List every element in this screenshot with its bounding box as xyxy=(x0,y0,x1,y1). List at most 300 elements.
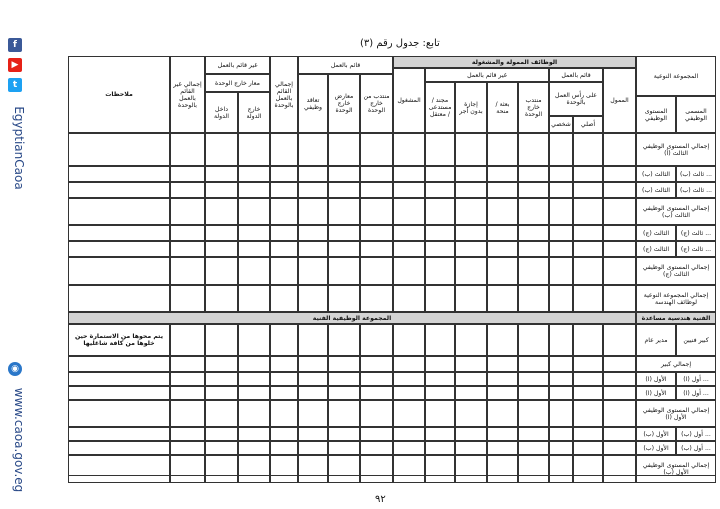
top-row-1-col-8 xyxy=(393,166,425,182)
top-row-7-col-7 xyxy=(360,285,393,312)
bottom-row-4-col-14 xyxy=(573,427,603,441)
section-note: يتم محوها من الاستمارة حين خلوها من كافة شاغليها xyxy=(68,324,170,356)
top-row-6-col-13 xyxy=(549,257,573,285)
facebook-icon: f xyxy=(8,38,22,52)
bottom-row-1-col-6 xyxy=(328,372,360,386)
top-row-2-level: الثالث (ب) xyxy=(636,182,676,198)
header-original: أصلي xyxy=(573,116,603,133)
top-row-7-col-6 xyxy=(328,285,360,312)
top-row-5-col-6 xyxy=(328,241,360,257)
bottom-row-0-label: إجمالي كبير xyxy=(636,356,716,372)
bottom-row-4-col-13 xyxy=(549,427,573,441)
sub-row-col-15 xyxy=(603,324,636,356)
bottom-row-5-col-13 xyxy=(549,441,573,455)
top-row-7-col-15 xyxy=(603,285,636,312)
top-row-6-col-5 xyxy=(298,257,328,285)
header-outside-country: خارج الدولة xyxy=(238,92,270,133)
bottom-row-3-col-7 xyxy=(360,400,393,427)
sub-row-col-13 xyxy=(549,324,573,356)
bottom-row-2-title: ... أول (ا) xyxy=(676,386,716,400)
top-row-1-col-9 xyxy=(425,166,455,182)
header-personal: شخصي xyxy=(549,116,573,133)
bottom-row-3-col-4 xyxy=(270,400,298,427)
bottom-row-5-col-10 xyxy=(455,441,487,455)
top-row-3-col-15 xyxy=(603,198,636,225)
top-row-7-label: إجمالي المجموعة النوعية لوظائف الهندسة xyxy=(636,285,716,312)
header-unpaid-leave: إجازة بدون أجر xyxy=(455,82,487,133)
top-row-2-col-9 xyxy=(425,182,455,198)
bottom-row-1-title: ... أول (ا) xyxy=(676,372,716,386)
website-url: www.caoa.gov.eg xyxy=(12,387,26,493)
bottom-row-5-col-9 xyxy=(425,441,455,455)
bottom-row-6-col-6 xyxy=(328,455,360,483)
top-row-4-col-14 xyxy=(573,225,603,241)
bottom-row-4-col-0 xyxy=(68,427,170,441)
top-row-2-col-0 xyxy=(68,182,170,198)
top-row-1-col-4 xyxy=(270,166,298,182)
sub-row-col-5 xyxy=(298,324,328,356)
bottom-row-1-col-11 xyxy=(487,372,518,386)
sub-row-col-1 xyxy=(170,324,205,356)
top-row-4-col-6 xyxy=(328,225,360,241)
top-row-5-col-14 xyxy=(573,241,603,257)
bottom-row-1-col-2 xyxy=(205,372,238,386)
bottom-row-5-col-5 xyxy=(298,441,328,455)
sub-head-level: مدير عام xyxy=(636,324,676,356)
bottom-row-4-col-10 xyxy=(455,427,487,441)
top-row-6-col-4 xyxy=(270,257,298,285)
bottom-row-5-col-1 xyxy=(170,441,205,455)
header-notes: ملاحظات xyxy=(68,56,170,133)
bottom-row-5-col-8 xyxy=(393,441,425,455)
bottom-row-5-col-15 xyxy=(603,441,636,455)
bottom-row-0-col-13 xyxy=(549,356,573,372)
top-row-6-col-7 xyxy=(360,257,393,285)
top-row-6-col-2 xyxy=(205,257,238,285)
bottom-row-2-col-4 xyxy=(270,386,298,400)
social-handle: EgyptianCaoa xyxy=(12,106,26,190)
bottom-row-5-col-2 xyxy=(205,441,238,455)
bottom-row-0-col-3 xyxy=(238,356,270,372)
top-row-7-col-12 xyxy=(518,285,549,312)
bottom-row-3-col-11 xyxy=(487,400,518,427)
top-row-1-col-2 xyxy=(205,166,238,182)
bottom-row-0-col-4 xyxy=(270,356,298,372)
top-row-0-col-1 xyxy=(170,133,205,166)
bottom-row-2-col-5 xyxy=(298,386,328,400)
top-row-3-col-3 xyxy=(238,198,270,225)
header-inside-country: داخل الدولة xyxy=(205,92,238,133)
top-row-0-col-14 xyxy=(573,133,603,166)
top-row-1-col-11 xyxy=(487,166,518,182)
bottom-row-3-col-9 xyxy=(425,400,455,427)
top-row-2-col-7 xyxy=(360,182,393,198)
bottom-row-2-col-8 xyxy=(393,386,425,400)
bottom-row-4-col-4 xyxy=(270,427,298,441)
bottom-row-6-col-13 xyxy=(549,455,573,483)
top-row-3-col-5 xyxy=(298,198,328,225)
top-row-1-col-3 xyxy=(238,166,270,182)
bottom-row-4-col-9 xyxy=(425,427,455,441)
top-row-6-col-6 xyxy=(328,257,360,285)
bottom-row-4-col-2 xyxy=(205,427,238,441)
top-row-6-col-3 xyxy=(238,257,270,285)
top-row-7-col-8 xyxy=(393,285,425,312)
top-row-5-col-1 xyxy=(170,241,205,257)
header-not-on-duty-top: غير قائم بالعمل xyxy=(425,68,549,82)
sidebar xyxy=(0,0,34,509)
top-row-1-col-15 xyxy=(603,166,636,182)
bottom-row-6-label: إجمالي المستوى الوظيفي الأول (ب) xyxy=(636,455,716,483)
top-row-6-col-14 xyxy=(573,257,603,285)
bottom-row-1-col-7 xyxy=(360,372,393,386)
top-row-2-title: ... ثالث (ب) xyxy=(676,182,716,198)
page-number: ٩٢ xyxy=(375,494,386,505)
sub-row-col-9 xyxy=(425,324,455,356)
top-row-0-col-12 xyxy=(518,133,549,166)
bottom-row-1-col-15 xyxy=(603,372,636,386)
top-row-2-col-11 xyxy=(487,182,518,198)
bottom-row-4-level: الأول (ب) xyxy=(636,427,676,441)
top-row-6-col-11 xyxy=(487,257,518,285)
sub-row-col-10 xyxy=(455,324,487,356)
bottom-row-5-col-6 xyxy=(328,441,360,455)
header-loaned-outside: معارض خارج الوحدة xyxy=(328,74,360,133)
top-row-3-col-10 xyxy=(455,198,487,225)
bottom-row-3-col-6 xyxy=(328,400,360,427)
top-row-0-col-9 xyxy=(425,133,455,166)
bottom-row-3-col-0 xyxy=(68,400,170,427)
top-row-4-level: الثالث (ج) xyxy=(636,225,676,241)
top-row-4-col-11 xyxy=(487,225,518,241)
bottom-row-0-col-14 xyxy=(573,356,603,372)
top-row-6-col-12 xyxy=(518,257,549,285)
section-right-label: الفنية هندسية مساعدة xyxy=(636,312,716,324)
bottom-row-3-col-14 xyxy=(573,400,603,427)
top-row-0-col-6 xyxy=(328,133,360,166)
bottom-row-3-col-13 xyxy=(549,400,573,427)
top-row-1-col-12 xyxy=(518,166,549,182)
bottom-row-3-col-15 xyxy=(603,400,636,427)
bottom-row-4-col-12 xyxy=(518,427,549,441)
header-occupied: المشغول xyxy=(393,68,425,133)
bottom-row-0-col-12 xyxy=(518,356,549,372)
top-row-0-col-4 xyxy=(270,133,298,166)
bottom-row-5-col-11 xyxy=(487,441,518,455)
top-row-7-col-4 xyxy=(270,285,298,312)
top-row-2-col-3 xyxy=(238,182,270,198)
top-row-0-col-0 xyxy=(68,133,170,166)
top-row-0-label: إجمالي المستوى الوظيفي الثالث (أ) xyxy=(636,133,716,166)
bottom-row-4-col-7 xyxy=(360,427,393,441)
top-row-5-col-9 xyxy=(425,241,455,257)
bottom-row-6-col-14 xyxy=(573,455,603,483)
top-row-5-col-2 xyxy=(205,241,238,257)
top-row-5-col-3 xyxy=(238,241,270,257)
bottom-row-2-col-12 xyxy=(518,386,549,400)
header-on-job: على رأس العمل بالوحدة xyxy=(549,82,603,116)
top-row-5-col-8 xyxy=(393,241,425,257)
bottom-row-3-label: إجمالي المستوى الوظيفي الأول (ا) xyxy=(636,400,716,427)
top-row-5-col-15 xyxy=(603,241,636,257)
bottom-row-6-col-4 xyxy=(270,455,298,483)
sub-row-col-14 xyxy=(573,324,603,356)
sub-head-title: كبير فنيين xyxy=(676,324,716,356)
page-title: تابع: جدول رقم (٣) xyxy=(360,38,440,49)
bottom-row-5-col-0 xyxy=(68,441,170,455)
top-row-5-col-5 xyxy=(298,241,328,257)
sub-row-col-4 xyxy=(270,324,298,356)
bottom-row-3-col-8 xyxy=(393,400,425,427)
top-row-7-col-0 xyxy=(68,285,170,312)
bottom-row-5-col-4 xyxy=(270,441,298,455)
bottom-row-2-col-15 xyxy=(603,386,636,400)
bottom-row-6-col-3 xyxy=(238,455,270,483)
bottom-row-2-col-9 xyxy=(425,386,455,400)
section-band: المجموعة الوظيفية الفنية xyxy=(68,312,636,324)
top-row-1-col-6 xyxy=(328,166,360,182)
header-loaned-outside-unit: معار خارج الوحدة xyxy=(205,74,270,92)
header-right-group: المجموعة النوعية xyxy=(636,56,716,96)
top-row-4-col-4 xyxy=(270,225,298,241)
bottom-row-3-col-1 xyxy=(170,400,205,427)
bottom-row-4-col-6 xyxy=(328,427,360,441)
bottom-row-6-col-0 xyxy=(68,455,170,483)
bottom-row-5-col-7 xyxy=(360,441,393,455)
header-job-level: المستوى الوظيفي xyxy=(636,96,676,133)
bottom-row-4-col-5 xyxy=(298,427,328,441)
bottom-row-1-col-13 xyxy=(549,372,573,386)
bottom-row-6-col-11 xyxy=(487,455,518,483)
top-row-4-col-10 xyxy=(455,225,487,241)
top-row-1-col-14 xyxy=(573,166,603,182)
top-row-4-col-7 xyxy=(360,225,393,241)
top-row-1-col-5 xyxy=(298,166,328,182)
bottom-row-2-col-2 xyxy=(205,386,238,400)
top-row-3-col-2 xyxy=(205,198,238,225)
bottom-row-6-col-8 xyxy=(393,455,425,483)
bottom-row-1-col-10 xyxy=(455,372,487,386)
top-row-5-col-0 xyxy=(68,241,170,257)
header-recruited: مجند / مستدعى / معتقل xyxy=(425,82,455,133)
top-row-2-col-8 xyxy=(393,182,425,198)
top-row-7-col-14 xyxy=(573,285,603,312)
bottom-row-0-col-5 xyxy=(298,356,328,372)
bottom-row-1-col-5 xyxy=(298,372,328,386)
top-row-2-col-10 xyxy=(455,182,487,198)
top-row-0-col-10 xyxy=(455,133,487,166)
bottom-row-4-title: ... أول (ب) xyxy=(676,427,716,441)
top-row-4-col-9 xyxy=(425,225,455,241)
top-row-2-col-12 xyxy=(518,182,549,198)
top-row-7-col-11 xyxy=(487,285,518,312)
top-row-5-col-11 xyxy=(487,241,518,257)
top-row-0-col-8 xyxy=(393,133,425,166)
bottom-row-6-col-1 xyxy=(170,455,205,483)
top-row-2-col-2 xyxy=(205,182,238,198)
top-row-3-col-1 xyxy=(170,198,205,225)
top-row-5-col-7 xyxy=(360,241,393,257)
sub-row-col-3 xyxy=(238,324,270,356)
header-job-title: المسمى الوظيفي xyxy=(676,96,716,133)
twitter-icon: t xyxy=(8,78,22,92)
header-mission-grant: بعثة / منحة xyxy=(487,82,518,133)
bottom-row-2-col-3 xyxy=(238,386,270,400)
bottom-row-0-col-9 xyxy=(425,356,455,372)
top-row-5-col-12 xyxy=(518,241,549,257)
bottom-row-0-col-7 xyxy=(360,356,393,372)
top-row-6-col-9 xyxy=(425,257,455,285)
top-row-3-col-12 xyxy=(518,198,549,225)
header-not-on-duty-right: غير قائم بالعمل xyxy=(205,56,270,74)
top-row-7-col-9 xyxy=(425,285,455,312)
sub-row-col-6 xyxy=(328,324,360,356)
header-on-duty-right: قائم بالعمل xyxy=(298,56,393,74)
header-on-duty-top: قائم بالعمل xyxy=(549,68,603,82)
bottom-row-2-col-14 xyxy=(573,386,603,400)
youtube-icon: ▶ xyxy=(8,58,22,72)
bottom-row-1-col-4 xyxy=(270,372,298,386)
top-row-1-level: الثالث (ب) xyxy=(636,166,676,182)
top-row-5-col-13 xyxy=(549,241,573,257)
bottom-row-2-col-7 xyxy=(360,386,393,400)
top-row-6-col-1 xyxy=(170,257,205,285)
top-row-3-col-6 xyxy=(328,198,360,225)
bottom-row-1-col-0 xyxy=(68,372,170,386)
bottom-row-0-col-2 xyxy=(205,356,238,372)
top-row-4-col-13 xyxy=(549,225,573,241)
bottom-row-4-col-8 xyxy=(393,427,425,441)
top-row-2-col-4 xyxy=(270,182,298,198)
top-row-0-col-3 xyxy=(238,133,270,166)
bottom-row-5-col-3 xyxy=(238,441,270,455)
bottom-row-1-col-8 xyxy=(393,372,425,386)
bottom-row-5-col-12 xyxy=(518,441,549,455)
top-row-3-col-13 xyxy=(549,198,573,225)
top-row-1-col-13 xyxy=(549,166,573,182)
bottom-row-6-col-5 xyxy=(298,455,328,483)
top-row-0-col-11 xyxy=(487,133,518,166)
top-row-0-col-13 xyxy=(549,133,573,166)
top-row-0-col-5 xyxy=(298,133,328,166)
bottom-row-4-col-3 xyxy=(238,427,270,441)
bottom-row-1-col-14 xyxy=(573,372,603,386)
bottom-row-6-col-7 xyxy=(360,455,393,483)
top-row-6-col-15 xyxy=(603,257,636,285)
top-row-1-col-1 xyxy=(170,166,205,182)
bottom-row-3-col-2 xyxy=(205,400,238,427)
bottom-row-5-title: ... أول (ب) xyxy=(676,441,716,455)
top-row-1-col-7 xyxy=(360,166,393,182)
top-row-1-title: ... ثالث (ب) xyxy=(676,166,716,182)
bottom-row-1-col-3 xyxy=(238,372,270,386)
top-row-4-title: ... ثالث (ج) xyxy=(676,225,716,241)
top-row-5-title: ... ثالث (ج) xyxy=(676,241,716,257)
top-row-7-col-2 xyxy=(205,285,238,312)
header-total-not-on-duty: إجمالي غير القائم بالعمل بالوحدة xyxy=(170,56,205,133)
top-row-1-col-10 xyxy=(455,166,487,182)
header-funded: الممول xyxy=(603,68,636,133)
top-row-3-col-4 xyxy=(270,198,298,225)
top-row-4-col-1 xyxy=(170,225,205,241)
top-row-6-col-8 xyxy=(393,257,425,285)
top-row-5-col-4 xyxy=(270,241,298,257)
top-row-2-col-15 xyxy=(603,182,636,198)
top-row-7-col-13 xyxy=(549,285,573,312)
top-row-4-col-8 xyxy=(393,225,425,241)
bottom-row-2-col-13 xyxy=(549,386,573,400)
bottom-row-2-level: الأول (ا) xyxy=(636,386,676,400)
bottom-row-0-col-0 xyxy=(68,356,170,372)
top-row-2-col-5 xyxy=(298,182,328,198)
top-row-0-col-2 xyxy=(205,133,238,166)
top-row-3-col-11 xyxy=(487,198,518,225)
top-row-2-col-6 xyxy=(328,182,360,198)
bottom-row-5-level: الأول (ب) xyxy=(636,441,676,455)
bottom-row-2-col-11 xyxy=(487,386,518,400)
bottom-row-4-col-15 xyxy=(603,427,636,441)
top-row-6-label: إجمالي المستوى الوظيفي الثالث (ج) xyxy=(636,257,716,285)
bottom-row-5-col-14 xyxy=(573,441,603,455)
sub-row-col-12 xyxy=(518,324,549,356)
bottom-row-1-level: الأول (ا) xyxy=(636,372,676,386)
bottom-row-4-col-1 xyxy=(170,427,205,441)
bottom-row-3-col-10 xyxy=(455,400,487,427)
top-row-7-col-10 xyxy=(455,285,487,312)
top-row-4-col-0 xyxy=(68,225,170,241)
header-funded-occupied: الوظائف الممولة والمشغولة xyxy=(393,56,636,68)
bottom-row-4-col-11 xyxy=(487,427,518,441)
bottom-row-6-col-12 xyxy=(518,455,549,483)
sub-row-col-8 xyxy=(393,324,425,356)
bottom-row-0-col-10 xyxy=(455,356,487,372)
bottom-row-3-col-12 xyxy=(518,400,549,427)
top-row-1-col-0 xyxy=(68,166,170,182)
bottom-row-3-col-5 xyxy=(298,400,328,427)
top-row-5-level: الثالث (ج) xyxy=(636,241,676,257)
header-seconded-from-outside: منتدب من خارج الوحدة xyxy=(360,74,393,133)
bottom-row-0-col-11 xyxy=(487,356,518,372)
bottom-row-2-col-6 xyxy=(328,386,360,400)
bottom-row-0-col-1 xyxy=(170,356,205,372)
top-row-3-col-9 xyxy=(425,198,455,225)
bottom-row-0-col-8 xyxy=(393,356,425,372)
bottom-row-6-col-9 xyxy=(425,455,455,483)
top-row-6-col-10 xyxy=(455,257,487,285)
top-row-4-col-12 xyxy=(518,225,549,241)
bottom-row-1-col-12 xyxy=(518,372,549,386)
top-row-0-col-15 xyxy=(603,133,636,166)
top-row-4-col-15 xyxy=(603,225,636,241)
top-row-3-col-0 xyxy=(68,198,170,225)
bottom-row-1-col-1 xyxy=(170,372,205,386)
top-row-7-col-3 xyxy=(238,285,270,312)
top-row-7-col-1 xyxy=(170,285,205,312)
top-row-3-col-14 xyxy=(573,198,603,225)
top-row-2-col-13 xyxy=(549,182,573,198)
sub-row-col-11 xyxy=(487,324,518,356)
bottom-row-3-col-3 xyxy=(238,400,270,427)
top-row-4-col-5 xyxy=(298,225,328,241)
top-row-6-col-0 xyxy=(68,257,170,285)
top-row-3-col-8 xyxy=(393,198,425,225)
bottom-row-6-col-10 xyxy=(455,455,487,483)
bottom-row-0-col-15 xyxy=(603,356,636,372)
bottom-row-6-col-15 xyxy=(603,455,636,483)
top-row-2-col-14 xyxy=(573,182,603,198)
top-row-3-col-7 xyxy=(360,198,393,225)
top-row-0-col-7 xyxy=(360,133,393,166)
